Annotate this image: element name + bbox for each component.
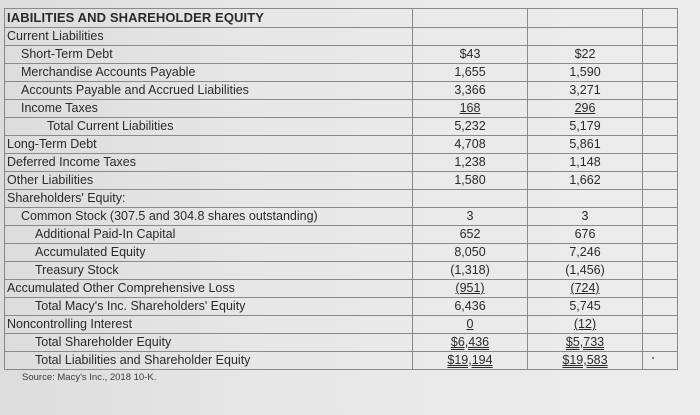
row-value-y1: $43 xyxy=(413,46,528,64)
table-row xyxy=(5,46,678,64)
table-row xyxy=(5,298,678,316)
row-value-y2: 1,148 xyxy=(528,154,643,172)
table-row xyxy=(5,316,678,334)
row-value-y2: 7,246 xyxy=(528,244,643,262)
table-row xyxy=(5,334,678,352)
row-label: Current Liabilities xyxy=(5,28,413,46)
row-tail xyxy=(643,334,678,352)
row-tail xyxy=(643,154,678,172)
header-cell-y2 xyxy=(528,9,643,28)
row-tail xyxy=(643,352,678,370)
table-row xyxy=(5,64,678,82)
row-value-y2: 5,179 xyxy=(528,118,643,136)
row-label: Common Stock (307.5 and 304.8 shares outstanding) xyxy=(5,208,413,226)
row-value-y2: 3 xyxy=(528,208,643,226)
row-tail xyxy=(643,28,678,46)
row-value-y1 xyxy=(413,352,528,370)
row-tail xyxy=(643,64,678,82)
row-value-y2 xyxy=(528,28,643,46)
row-value-y2: 5,861 xyxy=(528,136,643,154)
row-value-y2: (1,456) xyxy=(528,262,643,280)
underlined-value: 168 xyxy=(459,101,481,115)
row-label: Merchandise Accounts Payable xyxy=(5,64,413,82)
row-tail xyxy=(643,244,678,262)
balance-sheet-table xyxy=(4,8,678,370)
row-value-y1 xyxy=(413,334,528,352)
row-value-y2: 676 xyxy=(528,226,643,244)
row-value-y2 xyxy=(528,352,643,370)
row-label: Deferred Income Taxes xyxy=(5,154,413,172)
row-value-y1: 3,366 xyxy=(413,82,528,100)
row-value-y2: 3,271 xyxy=(528,82,643,100)
row-tail xyxy=(643,136,678,154)
stray-mark xyxy=(652,357,654,359)
table-row xyxy=(5,154,678,172)
row-tail xyxy=(643,46,678,64)
row-value-y1: 1,580 xyxy=(413,172,528,190)
row-value-y1: (1,318) xyxy=(413,262,528,280)
row-value-y2 xyxy=(528,316,643,334)
row-value-y1: 652 xyxy=(413,226,528,244)
row-value-y2: $22 xyxy=(528,46,643,64)
table-row xyxy=(5,28,678,46)
table-row xyxy=(5,244,678,262)
row-value-y1: 8,050 xyxy=(413,244,528,262)
row-label: Income Taxes xyxy=(5,100,413,118)
row-label: Total Macy's Inc. Shareholders' Equity xyxy=(5,298,413,316)
row-tail xyxy=(643,298,678,316)
row-value-y2: 1,590 xyxy=(528,64,643,82)
table-row xyxy=(5,280,678,298)
row-label: Accounts Payable and Accrued Liabilities xyxy=(5,82,413,100)
row-tail xyxy=(643,208,678,226)
underlined-value: (724) xyxy=(570,281,600,295)
row-label: Accumulated Equity xyxy=(5,244,413,262)
row-label: Accumulated Other Comprehensive Loss xyxy=(5,280,413,298)
row-tail xyxy=(643,262,678,280)
row-tail xyxy=(643,316,678,334)
row-label: Long-Term Debt xyxy=(5,136,413,154)
header-cell-y1 xyxy=(413,9,528,28)
double-underlined-value: $5,733 xyxy=(565,335,605,349)
row-value-y1: 4,708 xyxy=(413,136,528,154)
row-label: Short-Term Debt xyxy=(5,46,413,64)
row-value-y2: 1,662 xyxy=(528,172,643,190)
row-tail xyxy=(643,226,678,244)
row-value-y2: 5,745 xyxy=(528,298,643,316)
row-label: Shareholders' Equity: xyxy=(5,190,413,208)
row-value-y1 xyxy=(413,316,528,334)
row-value-y1 xyxy=(413,280,528,298)
header-cell-tail xyxy=(643,9,678,28)
row-label: Noncontrolling Interest xyxy=(5,316,413,334)
table-row xyxy=(5,118,678,136)
underlined-value: (12) xyxy=(573,317,597,331)
row-tail xyxy=(643,118,678,136)
table-row xyxy=(5,172,678,190)
table-row xyxy=(5,352,678,370)
row-value-y2 xyxy=(528,280,643,298)
row-tail xyxy=(643,100,678,118)
row-label: Other Liabilities xyxy=(5,172,413,190)
row-value-y1: 5,232 xyxy=(413,118,528,136)
table-row xyxy=(5,190,678,208)
underlined-value: 296 xyxy=(574,101,596,115)
source-note: Source: Macy's Inc., 2018 10-K. xyxy=(22,372,157,383)
row-value-y1: 3 xyxy=(413,208,528,226)
row-value-y1 xyxy=(413,190,528,208)
row-tail xyxy=(643,172,678,190)
row-value-y2 xyxy=(528,190,643,208)
table-row xyxy=(5,226,678,244)
row-label: Treasury Stock xyxy=(5,262,413,280)
row-value-y1 xyxy=(413,100,528,118)
row-label: Total Liabilities and Shareholder Equity xyxy=(5,352,413,370)
row-value-y2 xyxy=(528,334,643,352)
table-row xyxy=(5,136,678,154)
table-row xyxy=(5,100,678,118)
row-tail xyxy=(643,82,678,100)
row-tail xyxy=(643,190,678,208)
underlined-value: 0 xyxy=(466,317,474,331)
row-label: Total Current Liabilities xyxy=(5,118,413,136)
section-title: IABILITIES AND SHAREHOLDER EQUITY xyxy=(5,9,413,28)
row-value-y1: 1,238 xyxy=(413,154,528,172)
double-underlined-value: $19,583 xyxy=(562,353,608,367)
row-label: Total Shareholder Equity xyxy=(5,334,413,352)
table-row xyxy=(5,82,678,100)
table-row xyxy=(5,262,678,280)
double-underlined-value: $19,194 xyxy=(447,353,493,367)
row-label: Additional Paid-In Capital xyxy=(5,226,413,244)
row-value-y1: 1,655 xyxy=(413,64,528,82)
double-underlined-value: $6,436 xyxy=(450,335,490,349)
row-tail xyxy=(643,280,678,298)
underlined-value: (951) xyxy=(455,281,485,295)
row-value-y1: 6,436 xyxy=(413,298,528,316)
table-row xyxy=(5,208,678,226)
table-row xyxy=(5,9,678,28)
row-value-y1 xyxy=(413,28,528,46)
row-value-y2 xyxy=(528,100,643,118)
